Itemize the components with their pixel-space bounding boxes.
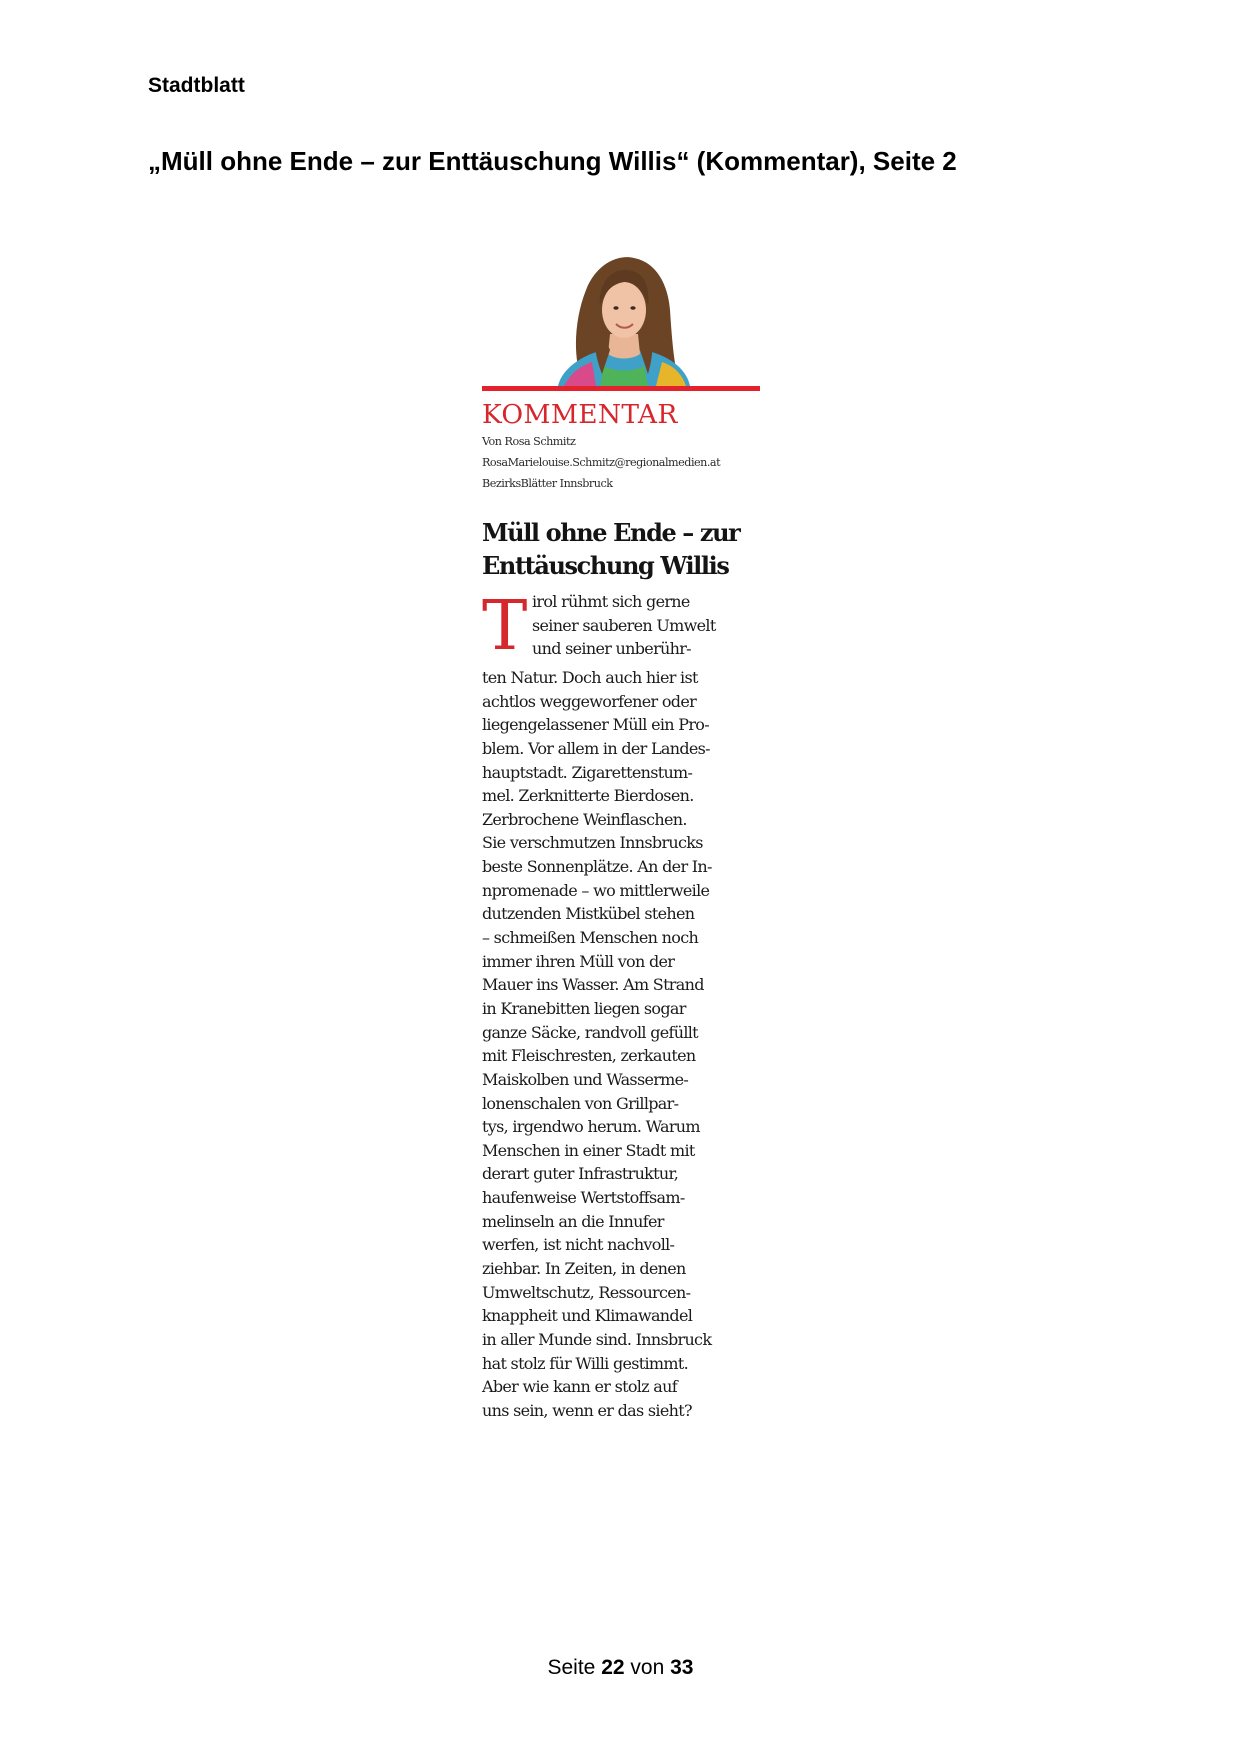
- body-line: in aller Munde sind. Innsbruck: [482, 1329, 712, 1349]
- drop-cap: T: [482, 587, 527, 666]
- body-line: ganze Säcke, randvoll gefüllt: [482, 1022, 698, 1042]
- red-rule: [482, 386, 760, 391]
- page-middle: von: [630, 1656, 665, 1679]
- body-line: hauptstadt. Zigarettenstum-: [482, 762, 693, 782]
- page-number: [0, 1656, 1241, 1680]
- body-line: Umweltschutz, Ressourcen-: [482, 1282, 691, 1302]
- total-pages: 33: [670, 1656, 694, 1679]
- body-line: Maiskolben und Wasserme-: [482, 1069, 689, 1089]
- body-line: mel. Zerknitterte Bierdosen.: [482, 786, 694, 806]
- body-line: irol rühmt sich gerne: [532, 592, 690, 611]
- body-line: Zerbrochene Weinflaschen.: [482, 809, 687, 829]
- body-line: liegengelassener Müll ein Pro-: [482, 715, 709, 735]
- byline-author: Von Rosa Schmitz: [482, 435, 576, 448]
- body-line: werfen, ist nicht nachvoll-: [482, 1235, 675, 1255]
- body-line: lonenschalen von Grillpar-: [482, 1093, 679, 1113]
- body-line: immer ihren Müll von der: [482, 951, 675, 971]
- byline-email: RosaMarielouise.Schmitz@regionalmedien.at: [482, 456, 721, 469]
- body-line: knappheit und Klimawandel: [482, 1306, 693, 1326]
- body-line: uns sein, wenn er das sieht?: [482, 1400, 692, 1420]
- body-line: – schmeißen Menschen noch: [482, 928, 699, 948]
- page-prefix: Seite: [547, 1656, 596, 1679]
- body-line: achtlos weggeworfener oder: [482, 691, 697, 711]
- current-page: 22: [601, 1656, 625, 1679]
- body-line: tys, irgendwo herum. Warum: [482, 1117, 700, 1137]
- article-clipping: [482, 250, 760, 1423]
- body-line: melinseln an die Innufer: [482, 1211, 664, 1231]
- body-line: ziehbar. In Zeiten, in denen: [482, 1259, 686, 1279]
- body-line: haufenweise Wertstoffsam-: [482, 1188, 685, 1208]
- body-line: derart guter Infrastruktur,: [482, 1164, 679, 1184]
- body-line: blem. Vor allem in der Landes-: [482, 738, 710, 758]
- author-photo: [482, 250, 760, 386]
- body-line: npromenade – wo mittlerweile: [482, 880, 710, 900]
- body-line: in Kranebitten liegen sogar: [482, 998, 686, 1018]
- byline-outlet: BezirksBlätter Innsbruck: [482, 477, 613, 490]
- body-line: ten Natur. Doch auch hier ist: [482, 668, 698, 687]
- body-line: hat stolz für Willi gestimmt.: [482, 1353, 688, 1373]
- article-kicker: KOMMENTAR: [482, 399, 678, 430]
- body-lines: [482, 666, 760, 1423]
- body-line: dutzenden Mistkübel stehen: [482, 904, 695, 924]
- body-line: Sie verschmutzen Innsbrucks: [482, 833, 703, 853]
- body-line: und seiner unberühr-: [532, 639, 691, 659]
- byline: [482, 431, 760, 494]
- body-line: beste Sonnenplätze. An der In-: [482, 857, 712, 877]
- document-source: Stadtblatt: [148, 74, 245, 97]
- body-line: Mauer ins Wasser. Am Strand: [482, 975, 704, 995]
- drop-cap-paragraph: [482, 587, 760, 666]
- body-line: seiner sauberen Umwelt: [532, 615, 716, 635]
- document-title: „Müll ohne Ende – zur Enttäuschung Willis“ (Kommentar), Seite 2: [148, 146, 957, 176]
- article-headline: [482, 516, 760, 582]
- article-body: [482, 587, 760, 1423]
- headline-line: Enttäuschung Willis: [482, 551, 729, 580]
- headline-line: Müll ohne Ende – zur: [482, 518, 740, 547]
- body-line: Menschen in einer Stadt mit: [482, 1140, 695, 1160]
- body-line: Aber wie kann er stolz auf: [482, 1377, 677, 1397]
- body-line: mit Fleischresten, zerkauten: [482, 1046, 696, 1066]
